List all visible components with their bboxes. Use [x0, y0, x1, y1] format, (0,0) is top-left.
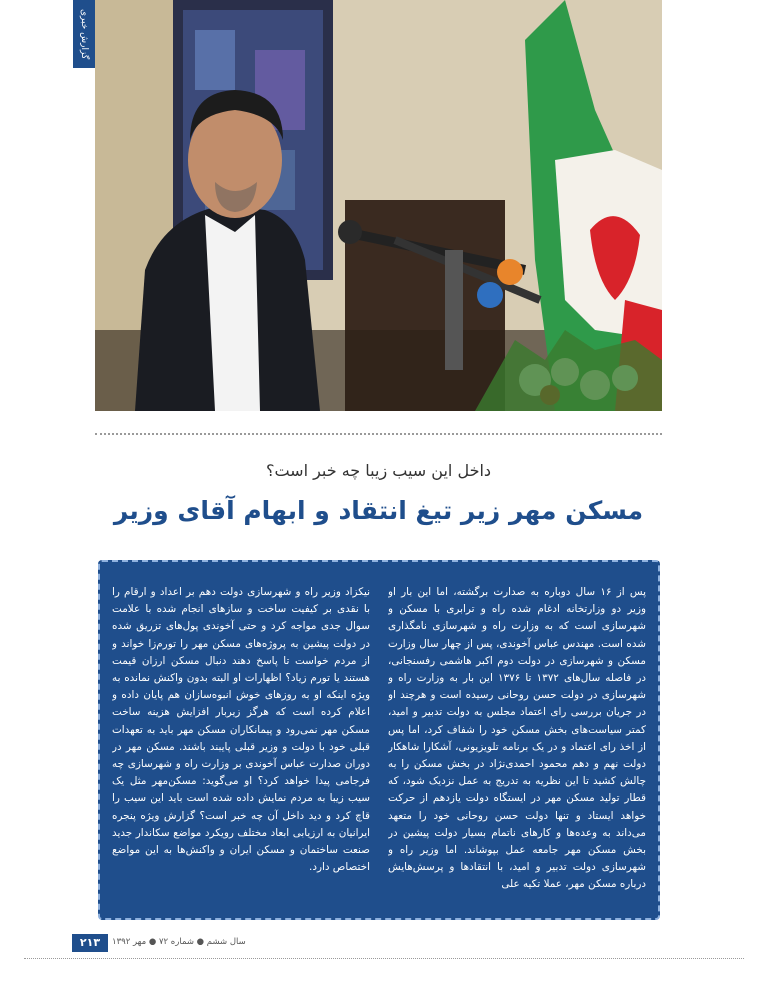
article-subtitle: داخل این سیب زیبا چه خبر است؟ — [265, 461, 492, 480]
page-number: ۲۱۳ — [72, 934, 108, 952]
issue-info: سال ششم ● شماره ۷۲ ● مهر ۱۳۹۲ — [112, 937, 246, 947]
minister-photo — [95, 0, 662, 411]
photo-divider — [95, 433, 662, 435]
article-body-box — [98, 560, 660, 920]
article-column-left: نیکزاد وزیر راه و شهرسازی دولت دهم بر اعداد و ارقام را با نقدی بر کیفیت ساخت و سازهای انجام شده با علامت سوال جدی مواجه کرد و حتی آخوندی پول‌های تزریق شده در دولت پیشین به پروژه‌های مسکن مهر را تورم‌زا خواند و از مردم خواست تا پاسخ دهند دنبال مسکن ارزان قیمت هستند یا تورم زیاد؟ اظهارات او البته بدون واکنش نمانده به ویژه اینکه او به روزهای خوش انبوه‌سازان هم پایان داده و اعلام کرده است که هرگز زیربار افزایش هزینه ساخت مسکن مهر نمی‌رود و پیمانکاران مسکن مهر باید به تعهدات قبلی خود با دولت و وزیر قبلی پایبند باشند. مسکن مهر در دوران صدارت عباس آخوندی بر وزارت راه و شهرسازی چه فرجامی پیدا خواهد کرد؟ او می‌گوید: مسکن‌مهر مثل یک سیب زیبا به مردم نمایش داده شده است باید این سیب را قاچ کرد و دید داخل آن چه خبر است؟ گزارش ویژه پنجره ایرانیان به ارزیابی ابعاد مختلف رویکرد مواضع سکاندار جدید صنعت ساختمان و مسکن ایران و واکنش‌ها به این مواضع اختصاص دارد. — [112, 586, 370, 874]
footer-divider — [24, 958, 744, 959]
article-title: مسکن مهر زیر تیغ انتقاد و ابهام آقای وزیر — [113, 496, 644, 525]
article-column-right: پس از ۱۶ سال دوباره به صدارت برگشته، اما این بار او وزیر دو وزارتخانه ادغام شده راه و ترابری با مسکن و شهرسازی است که به وزارت راه و شهرسازی نامگذاری شده است. مهندس عباس آخوندی، پس از چهار سال وزارت مسکن و شهرسازی در دولت دوم اکبر هاشمی رفسنجانی، در فاصله سال‌های ۱۳۷۲ تا ۱۳۷۶ این بار به وزارت راه و شهرسازی در دولت حسن روحانی رسیده است و هرچند او در جریان بررسی رای اعتماد مجلس به دولت تدبیر و امید، کمتر سیاست‌های بخش مسکن خود را شفاف کرد، اما پس از اخذ رای اعتماد و در یک برنامه تلویزیونی، آشکارا شاهکار دولت نهم و دهم محمود احمدی‌نژاد در بخش مسکن را به چالش کشید تا این نظریه به تدریج به عمل نزدیک شود، که قطار تولید مسکن مهر در ایستگاه دولت یازدهم از حرکت خواهد ایستاد و تنها دولت حسن روحانی خود را متعهد می‌داند به وعده‌ها و کارهای ناتمام بسیار دولت پیشین در بخش مسکن مهر جامعه عمل بپوشاند. اما وزیر راه و شهرسازی دولت تدبیر و امید، با انتقادها و پرسش‌هایش درباره مسکن مهر، عملا تکیه علی — [388, 586, 646, 891]
section-label: گزارش خبری — [73, 0, 95, 68]
